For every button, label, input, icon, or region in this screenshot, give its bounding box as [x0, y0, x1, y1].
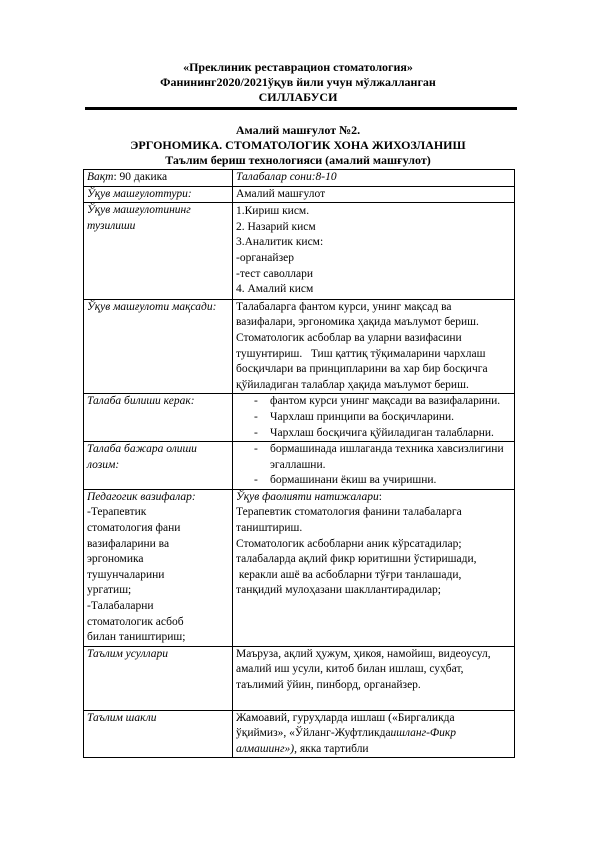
document-syllabus-title: СИЛЛАБУСИ	[258, 90, 338, 104]
document-title: «Преклиник реставрацион стоматология»	[183, 60, 413, 74]
row-label: Таълим шакли	[84, 710, 233, 758]
table-row	[84, 203, 515, 300]
skills-list	[233, 442, 515, 490]
table-row	[84, 170, 515, 187]
teaching-form: Жамоавий, гуруҳларда ишлаш («Биргаликда ўқиймиз», «Ўйланг-Жуфтликдаишланг-Фикр алмашинг»), якка тартибли	[233, 710, 515, 758]
lesson-plan-table	[83, 169, 515, 758]
row-label: Ўқув машғулоти мақсади:	[84, 299, 233, 394]
row-label: Ўқув машғулотининг тузилиши	[84, 203, 233, 300]
time-label: Вақт	[87, 171, 114, 183]
row-label: Талаба бажара олиши лозим:	[84, 442, 233, 490]
students-count: Талабалар сони:8-10	[233, 170, 515, 187]
knowledge-list	[233, 394, 515, 442]
goal-text	[233, 299, 515, 394]
time-value: : 90 дакика	[113, 171, 168, 183]
text-line: қўйиладиган талаблар ҳақида маълумот бериш.	[236, 378, 469, 391]
list-item: 2. Назарий кисм	[236, 220, 316, 233]
list-item: 3.Аналитик кисм:	[236, 236, 324, 249]
lesson-subtitle: Таълим бериш технологияси (амалий машғулот)	[165, 153, 431, 167]
lesson-topic: ЭРГОНОМИКА. СТОМАТОЛОГИК ХОНА ЖИХОЗЛАНИШ	[130, 138, 466, 152]
list-item: - бормашинани ёкиш ва учиришни.	[254, 474, 437, 487]
lesson-number: Амалий машғулот №2.	[235, 123, 361, 137]
header-divider	[85, 107, 517, 110]
list-item: 4. Амалий кисм	[236, 283, 314, 296]
text-line: Талабаларга фантом курси, унинг мақсад ва	[236, 300, 452, 313]
outcomes-title: Ўқув фаолияти натижалари	[236, 490, 379, 503]
row-label: Талаба билиши керак:	[84, 394, 233, 442]
text-line: Стоматологик асбоблар ва уларни вазифасини	[236, 331, 462, 344]
list-item: - Чархлаш босқичига қўйиладиган талабларни.	[254, 426, 494, 439]
text-line: тушунтириш. Тиш қаттиқ тўқималарини чархлаш	[236, 347, 486, 360]
learning-outcomes: Ўқув фаолияти натижалари: Терапевтик стоматология фанини талабаларга таништириш. Стоматологик асбобларни аник кўрсатадилар; талабаларда ақлий фикр юритишни ўстиришади, керакли ашё ва асбобларни тўғри танлашади, танқидий мулоҳазани шакллантирадилар;	[233, 489, 515, 646]
list-item: - фантом курси унинг мақсади ва вазифаларини.	[254, 395, 501, 408]
text-line: босқичлари ва принципларини ва хар бир босқичга	[236, 363, 488, 376]
pedagogical-tasks: Педагогик вазифалар: -Терапевтик стоматология фани вазифаларини ва эргономика тушунчаларини ургатиш; -Талабаларни стоматологик асбоб билан таништириш;	[84, 489, 233, 646]
document-year-line: Фанининг2020/2021ўқув йили учун мўлжалланган	[160, 75, 436, 89]
row-label: Таълим усуллари	[84, 646, 233, 710]
list-item: -органайзер	[236, 251, 294, 264]
list-item: 1.Кириш кисм.	[236, 205, 310, 218]
table-row	[84, 489, 515, 646]
list-item: - Чархлаш принципи ва босқичларини.	[254, 410, 455, 423]
table-row	[84, 394, 515, 442]
row-value: Амалий машғулот	[233, 186, 515, 203]
list-item: -тест саволлари	[236, 267, 314, 280]
time-cell	[84, 170, 233, 187]
list-item: - бормашинада ишлаганда техника хавсизлигини эгаллашни.	[254, 443, 504, 471]
table-row	[84, 646, 515, 710]
table-row	[84, 299, 515, 394]
table-row	[84, 186, 515, 203]
teaching-methods: Маъруза, ақлий ҳужум, ҳикоя, намойиш, видеоусул, амалий иш усули, китоб билан ишлаш, суҳбат, таълимий ўйин, пинборд, органайзер.	[233, 646, 515, 710]
structure-list	[233, 203, 515, 300]
table-row	[84, 710, 515, 758]
text-line: вазифалари, эргономика ҳақида маълумот бериш.	[236, 316, 479, 329]
table-row	[84, 442, 515, 490]
row-label: Ўқув машғулоттури:	[84, 186, 233, 203]
